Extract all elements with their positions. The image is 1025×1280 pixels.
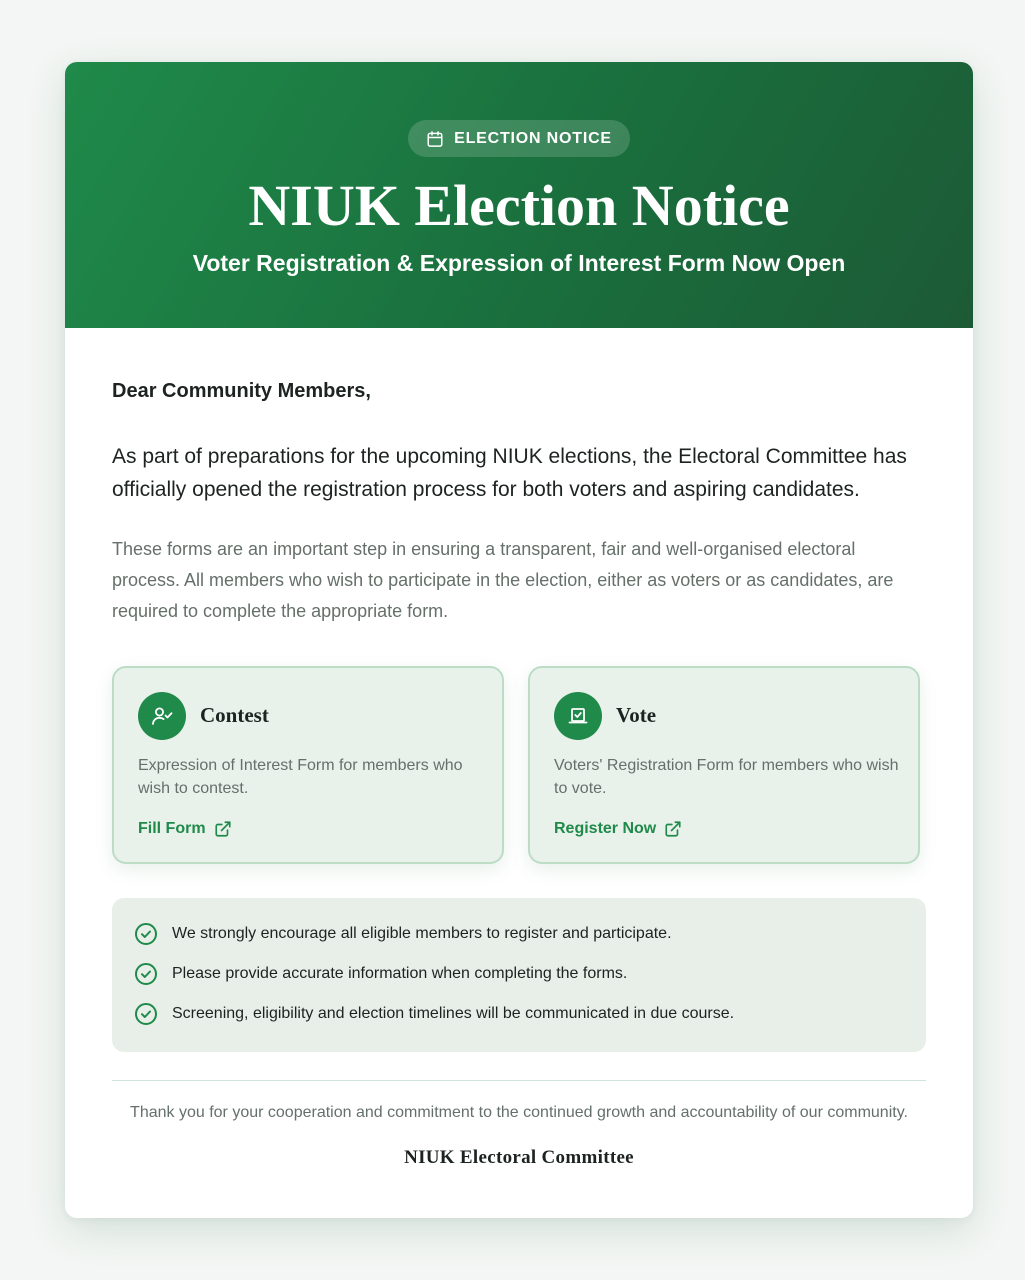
check-circle-icon [134, 1002, 158, 1026]
signature: NIUK Electoral Committee [404, 1147, 634, 1168]
contest-option-card [112, 666, 504, 864]
external-link-icon [664, 820, 682, 838]
check-circle-icon [134, 922, 158, 946]
election-notice-badge [408, 120, 630, 157]
vote-description: Voters' Registration Form for members who wish to vote. [554, 757, 899, 797]
note-item [134, 922, 672, 946]
check-circle-icon [134, 962, 158, 986]
page-subtitle: Voter Registration & Expression of Interest Form Now Open [192, 250, 846, 276]
fill-form-label: Fill Form [138, 820, 206, 837]
register-now-label: Register Now [554, 820, 657, 837]
note-text: We strongly encourage all eligible members to register and participate. [172, 925, 672, 942]
badge-label: ELECTION NOTICE [454, 129, 612, 147]
contest-title: Contest [200, 703, 269, 727]
user-check-icon [138, 692, 186, 740]
notice-card [65, 62, 973, 1218]
notice-header [65, 62, 973, 328]
page-title: NIUK Election Notice [248, 173, 790, 238]
greeting: Dear Community Members, [112, 380, 371, 402]
note-text: Please provide accurate information when completing the forms. [172, 965, 628, 982]
vote-option-card [528, 666, 920, 864]
note-item [134, 962, 627, 986]
contest-description: Expression of Interest Form for members who wish to contest. [138, 757, 463, 797]
external-link-icon [214, 820, 232, 838]
register-now-link[interactable] [554, 818, 682, 840]
intro-paragraph: As part of preparations for the upcoming NIUK elections, the Electoral Committee has officially opened the registration process for both voters and aspiring candidates. [112, 445, 907, 501]
fill-form-link[interactable] [138, 818, 232, 840]
vote-title: Vote [616, 703, 657, 727]
footer-divider [112, 1080, 926, 1081]
thank-you-text: Thank you for your cooperation and commitment to the continued growth and accountability of our community. [130, 1104, 908, 1121]
ballot-box-icon [554, 692, 602, 740]
note-item [134, 1002, 734, 1026]
notes-panel [112, 898, 926, 1052]
calendar-icon [426, 130, 444, 148]
note-text: Screening, eligibility and election timelines will be communicated in due course. [172, 1005, 735, 1022]
details-paragraph: These forms are an important step in ensuring a transparent, fair and well-organised electoral process. All members who wish to participate in the election, either as voters or as candidates, are required to complete the appropriate form. [112, 539, 894, 621]
